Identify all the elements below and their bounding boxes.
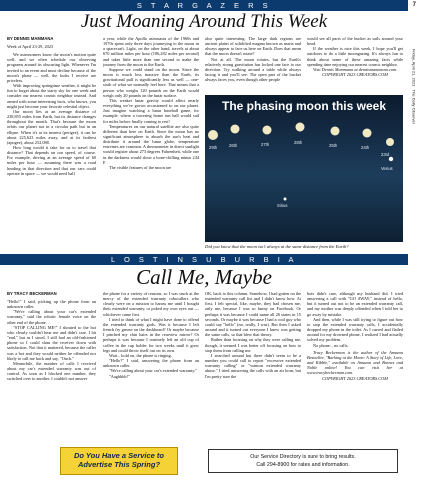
label-23rd: 23rd xyxy=(381,152,390,157)
moon-svg xyxy=(205,95,403,242)
paragraph: "STOP CALLING ME!" I shouted to the bot who clearly couldn't hear me and didn't care. I hit "end," but as I stood, I still had an old-fashioned phone so I could slam the receiver down with satisfaction. Not that it mattered, because the caller was a bot and they would neither be offended nor likely to call me back and say, "Ouch." xyxy=(7,324,96,361)
copyright: COPYRIGHT 2023 CREATORS.COM xyxy=(322,375,388,381)
label-25th: 25th xyxy=(329,143,338,148)
ad-line-1: Our Service Directory is sure to bring results. xyxy=(250,454,356,460)
paragraph: Suppose we could stand on the moon. Since the moon is much less massive than the Earth, its gravitational pull is significantly less as well — one-sixth of what we normally feel here. That means that a person who weighs 120 pounds on the Earth would weigh only 20 pounds on the lunar surface. xyxy=(103,66,199,98)
paragraph: "Hello!" I said, picking up the phone from an unknown caller. xyxy=(7,299,96,310)
paragraph: And then, while I was still trying to figure out how to stop the extended warranty calls, I accidentally dropped my phone in the toilet. As I cursed and flailed around for my drowned phone, I realized I had actually solved my problem. xyxy=(307,316,403,343)
article2-col4 xyxy=(307,291,403,381)
graphic-caption: Did you know that the moon isn't always at the same distance from the Earth? xyxy=(205,244,349,249)
ad-line-2: Call 294-8900 for rates and information. xyxy=(256,462,350,468)
article1-col1 xyxy=(7,36,96,176)
headline-moon: Just Moaning Around This Week xyxy=(80,11,328,32)
paragraph: Meanwhile, the number of calls I received about my car's extended warranty was out of control. As soon as I blocked one number, they switched over to another. I couldn't not answer xyxy=(7,360,96,382)
paragraph: a year, while the Apollo astronauts of the 1960s and 1970s spent only three days journeying to the moon in a spacecraft. Light, on the other hand, travels at about 670 million miles per hour (186,282 miles per second) and takes little more than one second to make the journey from the moon to the Earth. xyxy=(103,36,199,67)
label-venus: Venus xyxy=(381,166,393,171)
paragraph: I searched around but there didn't seem to be a number you could call to report "excessive extended warranty calling" or "wanton extended warranty abuse." I tried answering the calls with an air horn, but I'm pretty sure the xyxy=(205,352,301,379)
byline-author: BY TRACY BECKERMAN xyxy=(7,291,57,296)
paragraph: We astronomers know the moon's motion quite well, and we often schedule our observing programs around its obscuring light. Whenever I'm invited to an event and must decline because of the moon's phase — well, the looks I receive are priceless. xyxy=(7,52,96,83)
paragraph: No phone... no calls. xyxy=(313,342,349,348)
paragraph: If the weather is nice this week, I hope you'll get outdoors to do a little moongazing. It's always fun to think about some of these amazing facts while spending time enjoying our nearest cosmic neighbor. xyxy=(307,46,403,67)
author-bio: Tracy Beckerman is the author of the Amazon Bestseller, "Barking at the Moon: A Story of Life, Love, and Kibble," available on Amazon and Barnes and Noble online! You can visit her at www.tracybeckerman.com. xyxy=(307,349,403,376)
ad-service-directory[interactable] xyxy=(208,449,398,473)
label-29th: 29th xyxy=(209,145,218,150)
moon-icon xyxy=(363,129,372,138)
section-band-suburbia: L O S T I N S U B U R B I A xyxy=(0,254,408,265)
label-sirius: Sirius xyxy=(277,203,288,208)
star-icon xyxy=(389,157,393,161)
section-band-stargazers: S T A R G A Z E R S xyxy=(0,0,408,11)
paragraph: bots didn't care, although my husband did. I tried answering a call with "GO AWAY," instead of hello, but it turned out not to be an extended warranty call, and my mother was deeply offended when I told her to go away by mistake. xyxy=(307,291,403,317)
page-number: 7 xyxy=(412,2,416,8)
paragraph: OK, back to this column. Somehow, I had gotten on the extended warranty call list and I didn't know how. At first, I felt special, like, maybe, they had chosen me, only me, because I was so funny on Facebook. Or perhaps it was because I could name all 26 states in 15 seconds. Or maybe it was because I had a cool guy who could say "hello" (no, really, I was). But then I asked around and it turned out everyone I knew was getting the same calls, so that blew that theory. xyxy=(205,291,301,338)
article1-col4 xyxy=(307,36,403,77)
article2-col1 xyxy=(7,291,96,382)
label-27th: 27th xyxy=(261,142,270,147)
moon-icon xyxy=(263,126,272,135)
graphic-title: The phasing moon this week xyxy=(221,99,387,113)
paragraph: "We're calling about your car's extended warranty," said the robotic female voice on the other end of the phone. xyxy=(7,309,96,325)
date-sidebar: Friday, April 21, 2023 The Daily Observer xyxy=(411,48,417,125)
moon-icon xyxy=(231,125,240,134)
paragraph: "Hello?" I said, answering the phone from an unknown caller. xyxy=(103,358,199,369)
moon-icon xyxy=(208,130,218,140)
byline-author: BY DENNIS MAMMANA xyxy=(7,36,54,41)
visit-line: Visit Dennis Mammana at dennismammana.com. xyxy=(313,66,398,72)
star-icon xyxy=(284,198,287,201)
paragraph: I tried to think of what I might have done to offend the extended warranty gods. Was it because I left french fry grease on the dashboard? Or maybe because I pinched my chin hairs in the rearview mirror? Or perhaps it was because I routinely left an old cup of coffee in the cup holder for two weeks until it grew legs and could throw itself out on its own. xyxy=(103,316,199,353)
paragraph: would see all parts of the bucket as sails around your head. xyxy=(307,36,403,47)
article1-col3 xyxy=(205,36,301,82)
paragraph: Wait... hold on, the phone is ringing. xyxy=(109,352,172,358)
paragraph: Our moon lies at an average distance of 238,855 miles from Earth, but its distance changes throughout the month. That's because the moon orbits our planet not in a circular path but in an ellipse. When it's at its nearest (perigee), it can be about 225,623 miles away, and at its farthest (apogee), about 252,088. xyxy=(7,108,96,145)
paragraph: How long would it take for us to travel that distance? That depends on our speed, of course. For example, driving at an average speed of 60 miles per hour — assuming there was a road heading in that direction and that our cars could operate in space — we would need half xyxy=(7,144,96,176)
paragraph: "We're calling about your car's extended warranty." xyxy=(109,368,198,374)
paragraph: also quite interesting. The large dark regions are ancient plains of solidified magma known as maria and always appear to face us here on Earth. Does that mean that the moon doesn't rotate? xyxy=(205,36,301,57)
week-line: Week of April 23-29, 2023 xyxy=(7,44,54,49)
moon-icon xyxy=(331,127,340,136)
paragraph: Not at all. The moon rotates, but the Earth's relatively strong gravitation has locked one face to our direction. Try walking around a table while always facing it and you'll see. The open part of the bucket always faces you, even though other people xyxy=(205,56,301,83)
paragraph: This weaker lunar gravity would affect nearly everything we've grown accustomed to on our planet. Just imagine watching a lunar baseball game, for example, where a towering home run ball would sail for miles before finally coming to rest! xyxy=(103,97,199,124)
copyright: COPYRIGHT 2023 CREATORS.COM xyxy=(322,72,388,78)
moon-icon xyxy=(296,123,305,132)
paragraph: "Aaghhhh!" xyxy=(109,373,130,379)
label-24th: 24th xyxy=(361,145,370,150)
paragraph: the phone for a variety of reasons, so I was stuck at the mercy of the extended warranty robocallers who clearly were on a mission to harass me until I bought their extended warranty, or poked my own eyes out — whichever came first. xyxy=(103,291,199,317)
moon-phase-graphic xyxy=(205,95,403,242)
article2-col3 xyxy=(205,291,301,379)
label-28th: 28th xyxy=(294,140,303,145)
headline-call-me: Call Me, Maybe xyxy=(136,265,272,289)
article2-col2 xyxy=(103,291,199,379)
paragraph: The visible features of the moon are xyxy=(109,164,172,170)
label-26th: 26th xyxy=(229,143,238,148)
paragraph: With improving springtime weather, it might be fun to forget about the starry sky for one week and consider our nearest cosmic neighbor instead. And armed with some interesting facts, who knows, you might just become your favorite celestial object. xyxy=(7,83,96,109)
paragraph: Rather than focusing on why they were calling me, though, it seemed I was better off focusing on how to stop them from calling me. xyxy=(205,337,301,353)
ad-service-advertise[interactable]: Do You Have a Service to Advertise This Spring? xyxy=(60,447,178,475)
moon-icon xyxy=(386,138,394,146)
article1-col2 xyxy=(103,36,199,170)
paragraph: Temperatures on our natural satellite are also quite different than here on Earth. Since the moon has no significant atmosphere to absorb the sun's heat and distribute it around the lunar globe, temperature extremes are common. A thermometer in direct sunlight would register about 273 degrees Fahrenheit, while one in the darkness would show a bone-chilling minus 244 F. xyxy=(103,123,199,165)
